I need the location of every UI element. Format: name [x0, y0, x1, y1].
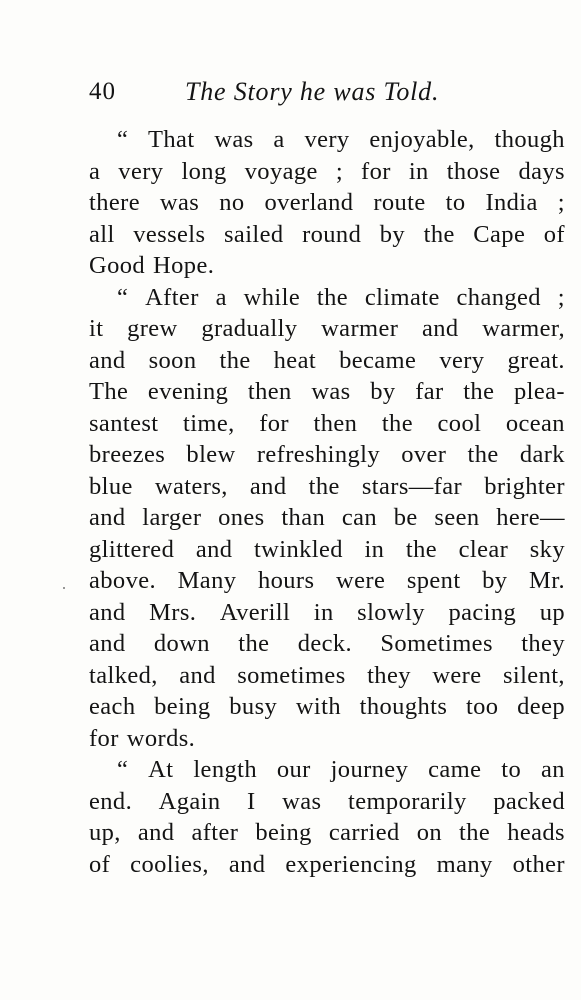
text-line: blue waters, and the stars—far brighter [89, 472, 565, 500]
text-line: and larger ones than can be seen here— [89, 504, 565, 531]
paragraph-2 [89, 282, 565, 755]
text-line: end. Again I was temporarily packed [89, 787, 565, 815]
page-header [89, 72, 485, 112]
text-line: of coolies, and experiencing many other [89, 850, 565, 878]
paragraph-1 [89, 124, 565, 282]
text-line: it grew gradually warmer and warmer, [89, 315, 565, 342]
text-line: breezes blew refreshingly over the dark [89, 441, 565, 468]
paragraph-3 [89, 754, 565, 880]
text-line: santest time, for then the cool ocean [89, 409, 565, 437]
text-line: for words. [89, 724, 196, 752]
text-line: The evening then was by far the plea- [89, 378, 565, 405]
text-line: all vessels sailed round by the Cape of [89, 220, 565, 248]
text-line: “ That was a very enjoyable, though [117, 126, 565, 153]
text-line: and Mrs. Averill in slowly pacing up [89, 598, 565, 626]
text-line: up, and after being carried on the heads [89, 819, 565, 846]
text-line: and soon the heat became very great. [89, 346, 565, 374]
paper-speck [63, 587, 65, 589]
text-line: each being busy with thoughts too deep [89, 693, 565, 720]
page-number: 40 [89, 78, 116, 105]
text-line: glittered and twinkled in the clear sky [89, 535, 565, 563]
text-line: above. Many hours were spent by Mr. [89, 567, 565, 594]
text-line: “ At length our journey came to an [117, 756, 565, 783]
text-line: and down the deck. Sometimes they [89, 630, 565, 657]
text-line: there was no overland route to India ; [89, 189, 565, 216]
running-title: The Story he was Told. [185, 77, 440, 106]
text-line: “ After a while the climate changed ; [117, 283, 565, 311]
body-text [89, 124, 565, 880]
text-line: Good Hope. [89, 252, 215, 279]
text-line: a very long voyage ; for in those days [89, 157, 565, 185]
text-line: talked, and sometimes they were silent, [89, 661, 565, 689]
